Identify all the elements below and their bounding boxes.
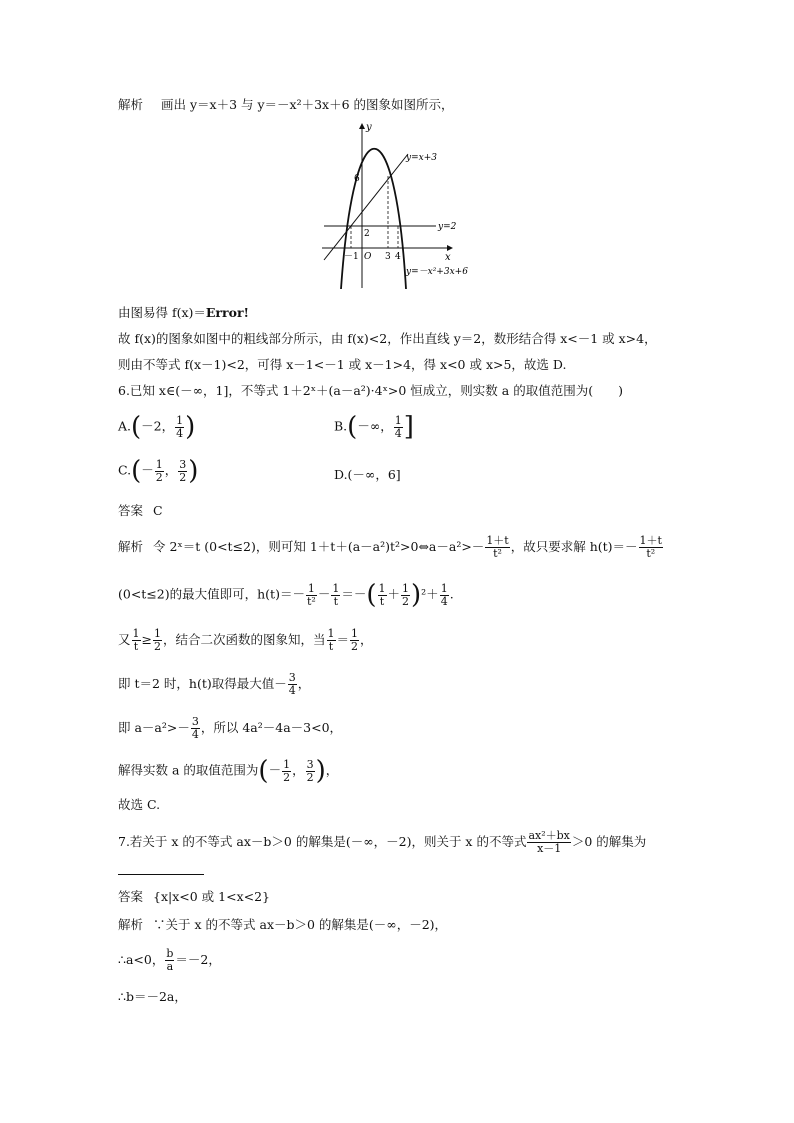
q7-text-pre: 7.若关于 x 的不等式 ax－b＞0 的解集是(－∞，－2)，则关于 x 的不等式	[118, 834, 527, 849]
sol6-line-6: 解得实数 a 的取值范围为(－ $\frac{1}{2}$ ， $\frac{3}{2}$ )，	[118, 756, 339, 786]
sol7-line-3: ∴b＝－2a，	[118, 989, 187, 1004]
answer-value: {x|x<0 或 1<x<2}	[153, 889, 271, 904]
q6-option-c: C.(－ $\frac{1}{2}$ ， $\frac{3}{2}$ )	[118, 456, 199, 486]
sol6-text-2: (0<t≤2)的最大值即可，h(t)＝－	[118, 586, 305, 602]
sol7-text-2b: ＝－2，	[175, 952, 221, 967]
tick-4: 4	[395, 252, 401, 262]
sol6-text-3b: ，结合二次函数的图象知，当	[163, 632, 326, 647]
analysis-label: 解析	[118, 539, 144, 554]
sol6-text-6: 解得实数 a 的取值范围为	[118, 762, 259, 778]
q6-option-a: A.(－2， $\frac{1}{4}$ )	[118, 412, 196, 442]
piecewise-line	[118, 304, 249, 322]
sol7-line-2: ∴a<0， $\frac{b}{a}$ ＝－2，	[118, 947, 221, 973]
sol6-line-4: 即 t＝2 时，h(t)取得最大值－ $\frac{3}{4}$ ，	[118, 671, 311, 697]
answer-label: 答案	[118, 889, 144, 904]
q6-stem: 6.已知 x∈(－∞，1]，不等式 1＋2ˣ＋(a－a²)·4ˣ>0 恒成立，则实数 a 的取值范围为( )	[118, 383, 623, 398]
graph-intro-text: 画出 y＝x＋3 与 y＝－x²＋3x＋6 的图象如图所示，	[160, 97, 454, 112]
function-graph	[318, 118, 478, 290]
label-parabola: y=－x²+3x+6	[406, 267, 468, 277]
tick-2: 2	[364, 229, 370, 239]
analysis-intro-line	[118, 96, 454, 114]
analysis-label: 解析	[118, 97, 144, 112]
sol6-line-5: 即 a－a²>－ $\frac{3}{4}$ ，所以 4a²－4a－3<0，	[118, 715, 343, 741]
sol6-line-1: 解析 令 2ˣ＝t (0<t≤2)，则可知 1＋t＋(a－a²)t²>0⇔a－a²>－ $\frac{1+t}{\text{t²}}$ ，故只要求解 h(t)＝－ $\frac{1+t}{\text{t²}}$	[118, 534, 662, 560]
axis-x-label: x	[445, 252, 451, 263]
sol6-text-1: 令 2ˣ＝t (0<t≤2)，则可知 1＋t＋(a－a²)t²>0⇔a－a²>－	[153, 539, 485, 554]
sol7-text-2: ∴a<0，	[118, 952, 165, 967]
line-x-plus-3	[324, 154, 408, 260]
sol6-text-5b: ，所以 4a²－4a－3<0，	[200, 720, 343, 735]
option-c-label: C.	[118, 462, 132, 478]
sol6-text-1b: ，故只要求解 h(t)＝－	[510, 539, 638, 554]
sol6-text-5: 即 a－a²>－	[118, 720, 190, 735]
p5-line-3: 则由不等式 f(x－1)<2，可得 x－1<－1 或 x－1>4，得 x<0 或 x>5，故选 D.	[118, 357, 567, 372]
tick-origin: O	[364, 252, 372, 262]
sol6-text-4: 即 t＝2 时，h(t)取得最大值－	[118, 676, 287, 691]
q7-stem: 7.若关于 x 的不等式 ax－b＞0 的解集是(－∞，－2)，则关于 x 的不等式 $\frac{\text{ax²＋bx}}{x-1}$ ＞0 的解集为	[118, 829, 647, 855]
axis-y-label: y	[366, 122, 372, 133]
option-b-label: B.	[334, 418, 348, 434]
answer-value: C	[153, 503, 163, 518]
error-text: Error!	[205, 305, 250, 320]
parabola-curve	[341, 149, 406, 289]
sol6-line-3: 又 $\frac{1}{t}$ ≥ $\frac{1}{2}$ ，结合二次函数的图象知，当 $\frac{1}{t}$ ＝ $\frac{1}{2}$ ，	[118, 627, 373, 653]
tick-3: 3	[385, 252, 391, 262]
sol7-line-1	[118, 916, 447, 934]
option-a-label: A.	[118, 418, 132, 434]
label-line: y=x+3	[406, 153, 437, 163]
q7-answer-blank[interactable]	[118, 874, 204, 875]
p5-line-2: 故 f(x)的图象如图中的粗线部分所示，由 f(x)<2，作出直线 y＝2，数形结合得 x<－1 或 x>4，	[118, 331, 657, 346]
q6-option-b: B.(－∞， $\frac{1}{4}$ ]	[334, 412, 414, 442]
tick-6: 6	[354, 174, 360, 184]
q7-answer-line	[118, 888, 270, 906]
q6-option-d: D.(－∞，6]	[334, 467, 401, 482]
tick-neg1: －1	[344, 252, 359, 262]
label-y2: y=2	[438, 222, 457, 232]
sol6-text-3: 又	[118, 632, 131, 647]
q7-text-post: ＞0 的解集为	[571, 834, 647, 849]
sol6-line-7: 故选 C.	[118, 797, 161, 812]
sol7-text-1: ∵关于 x 的不等式 ax－b＞0 的解集是(－∞，－2)，	[153, 917, 448, 932]
q6-answer-line	[118, 502, 163, 520]
sol6-line-2: (0<t≤2)的最大值即可，h(t)＝－ $\frac{1}{\text{t²}}$ － $\frac{1}{t}$ ＝－( $\frac{1}{t}$ ＋ $\frac{1}{2}$ )²＋ $\frac{1}{4}$ .	[118, 580, 454, 610]
answer-label: 答案	[118, 503, 144, 518]
analysis-label: 解析	[118, 917, 144, 932]
piecewise-text: 由图易得 f(x)＝	[118, 305, 206, 320]
